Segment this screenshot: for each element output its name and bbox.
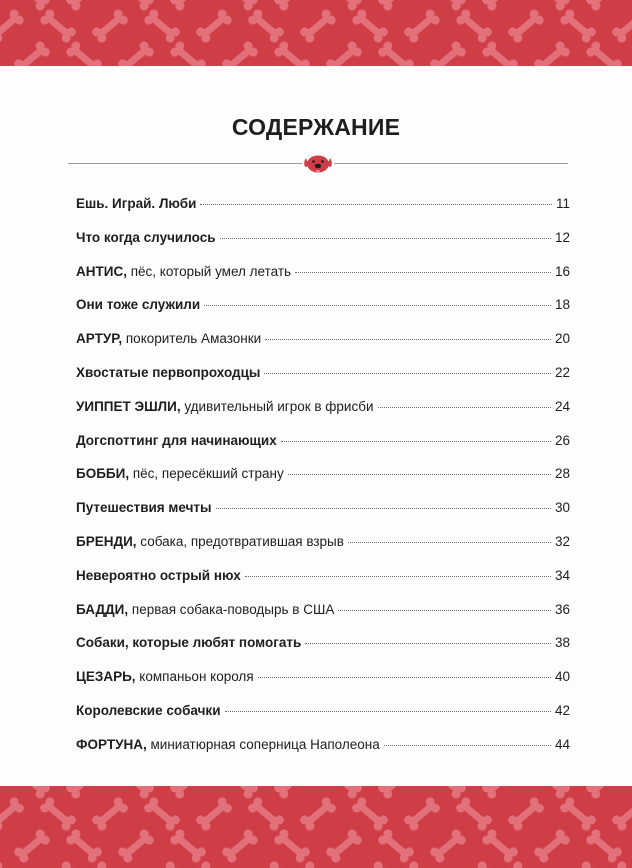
toc-page-number: 16 bbox=[554, 263, 570, 279]
toc-entry-title bbox=[76, 568, 241, 583]
bone-icon bbox=[168, 0, 207, 12]
toc-page-number: 44 bbox=[554, 736, 570, 752]
toc-entry-title bbox=[76, 365, 260, 380]
toc-entry-bold: Ешь. Играй. Люби bbox=[76, 196, 197, 211]
toc-entry-title bbox=[76, 331, 261, 346]
bone-icon bbox=[506, 796, 545, 833]
bone-icon bbox=[168, 828, 207, 865]
dot-leader bbox=[258, 677, 551, 678]
bone-icon bbox=[402, 8, 441, 45]
bone-icon bbox=[376, 40, 415, 66]
bone-icon bbox=[64, 786, 103, 800]
bone-icon bbox=[454, 860, 493, 868]
bone-icon bbox=[324, 40, 363, 66]
dog-head-icon bbox=[302, 154, 334, 176]
toc-page-number: 38 bbox=[554, 635, 570, 651]
bone-icon bbox=[558, 796, 597, 833]
bone-icon bbox=[350, 860, 389, 868]
bone-icon bbox=[272, 828, 311, 865]
toc-entry[interactable] bbox=[76, 365, 570, 399]
bone-icon bbox=[480, 40, 519, 66]
bone-icon bbox=[194, 796, 233, 833]
bone-icon bbox=[376, 0, 415, 12]
bone-icon bbox=[506, 860, 545, 868]
bone-icon bbox=[272, 0, 311, 12]
toc-entry-title bbox=[76, 433, 277, 448]
dot-leader bbox=[288, 474, 551, 475]
bone-icon bbox=[90, 860, 129, 868]
toc-entry-bold: БРЕНДИ, bbox=[76, 533, 137, 549]
toc-entry-title bbox=[76, 602, 334, 617]
toc-entry[interactable] bbox=[76, 264, 570, 298]
toc-entry-title bbox=[76, 264, 291, 279]
toc-page-number: 18 bbox=[554, 297, 570, 313]
toc-entry-title bbox=[76, 230, 216, 245]
bone-icon bbox=[12, 40, 51, 66]
toc-page-number: 12 bbox=[554, 229, 570, 245]
toc-page-number: 30 bbox=[554, 500, 570, 516]
toc-entry-title bbox=[76, 500, 212, 515]
toc-entry-bold: БОББИ, bbox=[76, 466, 130, 482]
toc-entry[interactable] bbox=[76, 399, 570, 433]
toc-entry[interactable] bbox=[76, 669, 570, 703]
dot-leader bbox=[245, 576, 551, 577]
toc-entry[interactable] bbox=[76, 737, 570, 771]
bone-icon bbox=[116, 40, 155, 66]
bone-icon bbox=[12, 0, 51, 12]
bone-icon bbox=[194, 860, 233, 868]
dot-leader bbox=[295, 272, 551, 273]
bone-icon bbox=[350, 796, 389, 833]
bone-icon bbox=[532, 828, 571, 865]
bone-icon bbox=[532, 40, 571, 66]
dot-leader bbox=[200, 204, 552, 205]
bone-icon bbox=[610, 796, 632, 833]
bone-icon bbox=[168, 40, 207, 66]
toc-page-number: 20 bbox=[554, 331, 570, 347]
toc-page-number: 22 bbox=[554, 364, 570, 380]
toc-entry-title bbox=[76, 466, 284, 481]
bone-icon bbox=[454, 8, 493, 45]
bone-icon bbox=[220, 786, 259, 800]
toc-entry-bold: Что когда случилось bbox=[76, 229, 216, 245]
toc-entry-bold: АРТУР, bbox=[76, 331, 123, 347]
bone-icon bbox=[506, 8, 545, 45]
toc-entry-subtitle: удивительный игрок в фрисби bbox=[180, 398, 374, 414]
bone-icon bbox=[38, 860, 77, 868]
toc-page-number: 26 bbox=[554, 432, 570, 448]
bone-icon bbox=[90, 8, 129, 45]
dot-leader bbox=[384, 745, 551, 746]
dot-leader bbox=[281, 441, 551, 442]
bone-icon bbox=[428, 786, 467, 800]
dot-leader bbox=[220, 238, 551, 239]
toc-entry-title bbox=[76, 297, 200, 312]
toc-entry-bold: Невероятно острый нюх bbox=[76, 567, 241, 583]
bone-icon bbox=[558, 8, 597, 45]
bone-icon bbox=[272, 40, 311, 66]
bone-icon bbox=[194, 8, 233, 45]
bone-icon bbox=[246, 796, 285, 833]
toc-page-number: 34 bbox=[554, 567, 570, 583]
bone-pattern-bottom bbox=[0, 786, 632, 868]
bone-icon bbox=[584, 0, 623, 12]
toc-entry-bold: Путешествия мечты bbox=[76, 500, 212, 516]
toc-entry[interactable] bbox=[76, 602, 570, 636]
bone-icon bbox=[298, 8, 337, 45]
toc-entry-subtitle: миниатюрная соперница Наполеона bbox=[146, 736, 380, 752]
bone-icon bbox=[428, 40, 467, 66]
toc-entry[interactable] bbox=[76, 568, 570, 602]
bone-icon bbox=[64, 828, 103, 865]
toc-entry[interactable] bbox=[76, 703, 570, 737]
toc-entry-subtitle: покоритель Амазонки bbox=[122, 331, 262, 347]
toc-entry-title bbox=[76, 703, 221, 718]
toc-entry-title bbox=[76, 669, 254, 684]
dot-leader bbox=[204, 305, 551, 306]
bone-icon bbox=[220, 40, 259, 66]
page-title: СОДЕРЖАНИЕ bbox=[231, 114, 401, 140]
toc-page-number: 40 bbox=[554, 669, 570, 685]
bone-icon bbox=[272, 786, 311, 800]
bone-icon bbox=[584, 828, 623, 865]
bone-icon bbox=[116, 828, 155, 865]
bone-icon bbox=[142, 8, 181, 45]
dot-leader bbox=[265, 339, 551, 340]
bone-icon bbox=[90, 796, 129, 833]
bone-pattern-top bbox=[0, 0, 632, 66]
toc-page-number: 32 bbox=[554, 533, 570, 549]
bone-icon bbox=[0, 8, 26, 45]
dot-leader bbox=[216, 508, 551, 509]
toc-entry-title bbox=[76, 534, 344, 549]
toc-entry-subtitle: пёс, пересёкший страну bbox=[129, 466, 284, 482]
bone-icon bbox=[454, 796, 493, 833]
bone-icon bbox=[246, 8, 285, 45]
toc-entry-bold: Собаки, которые любят помогать bbox=[76, 635, 302, 651]
bone-icon bbox=[480, 0, 519, 12]
bone-icon bbox=[558, 860, 597, 868]
bone-icon bbox=[38, 8, 77, 45]
toc-entry-title bbox=[76, 737, 380, 752]
toc-entry[interactable] bbox=[76, 466, 570, 500]
toc-entry-bold: Догспоттинг для начинающих bbox=[76, 432, 277, 448]
bone-icon bbox=[12, 828, 51, 865]
bone-icon bbox=[402, 796, 441, 833]
bone-icon bbox=[0, 796, 26, 833]
bone-icon bbox=[142, 860, 181, 868]
bone-icon bbox=[584, 786, 623, 800]
toc-page-number: 11 bbox=[555, 196, 570, 211]
bone-icon bbox=[220, 828, 259, 865]
toc-entry[interactable] bbox=[76, 635, 570, 669]
bone-icon bbox=[116, 786, 155, 800]
bone-icon bbox=[324, 786, 363, 800]
bone-icon bbox=[38, 796, 77, 833]
toc-entry-title bbox=[76, 635, 301, 650]
bone-icon bbox=[324, 0, 363, 12]
bone-icon bbox=[428, 0, 467, 12]
bone-icon bbox=[12, 786, 51, 800]
toc-entry-subtitle: первая собака-поводырь в США bbox=[128, 601, 335, 617]
toc-entry-subtitle: пёс, который умел летать bbox=[126, 263, 292, 279]
toc-entry-bold: Они тоже служили bbox=[76, 297, 201, 313]
bone-icon bbox=[324, 828, 363, 865]
footer-bone-pattern bbox=[0, 786, 632, 868]
bone-icon bbox=[220, 0, 259, 12]
bone-icon bbox=[610, 8, 632, 45]
toc-page bbox=[0, 66, 632, 786]
bone-icon bbox=[116, 0, 155, 12]
toc-page-number: 42 bbox=[554, 702, 570, 718]
toc-entry[interactable] bbox=[76, 230, 570, 264]
bone-icon bbox=[64, 40, 103, 66]
toc-entry-bold: Хвостатые первопроходцы bbox=[76, 364, 261, 380]
dot-leader bbox=[378, 407, 551, 408]
toc-entry-title bbox=[76, 399, 374, 414]
bone-icon bbox=[376, 828, 415, 865]
dot-leader bbox=[305, 643, 551, 644]
dot-leader bbox=[225, 711, 551, 712]
header-bone-pattern bbox=[0, 0, 632, 66]
bone-icon bbox=[298, 860, 337, 868]
bone-icon bbox=[480, 828, 519, 865]
table-of-contents bbox=[76, 196, 570, 771]
bone-icon bbox=[350, 8, 389, 45]
bone-icon bbox=[428, 828, 467, 865]
dot-leader bbox=[348, 542, 551, 543]
toc-entry-bold: АНТИС, bbox=[76, 263, 127, 279]
toc-page-number: 36 bbox=[554, 601, 570, 617]
bone-icon bbox=[64, 0, 103, 12]
dot-leader bbox=[264, 373, 551, 374]
bone-icon bbox=[480, 786, 519, 800]
toc-page-number: 28 bbox=[554, 466, 570, 482]
toc-entry[interactable] bbox=[76, 433, 570, 467]
bone-icon bbox=[142, 796, 181, 833]
bone-icon bbox=[532, 786, 571, 800]
dot-leader bbox=[338, 610, 551, 611]
toc-entry-title bbox=[76, 196, 196, 211]
toc-entry[interactable] bbox=[76, 331, 570, 365]
toc-entry[interactable] bbox=[76, 500, 570, 534]
toc-entry[interactable] bbox=[76, 196, 570, 230]
toc-entry-bold: УИППЕТ ЭШЛИ, bbox=[76, 398, 181, 414]
title-divider bbox=[68, 154, 568, 178]
toc-entry-bold: БАДДИ, bbox=[76, 601, 129, 617]
toc-page-number: 24 bbox=[554, 398, 570, 414]
toc-entry-bold: Королевские собачки bbox=[76, 702, 221, 718]
toc-entry[interactable] bbox=[76, 297, 570, 331]
toc-entry-bold: ФОРТУНА, bbox=[76, 736, 147, 752]
toc-entry-subtitle: компаньон короля bbox=[135, 669, 254, 685]
bone-icon bbox=[402, 860, 441, 868]
bone-icon bbox=[532, 0, 571, 12]
bone-icon bbox=[168, 786, 207, 800]
toc-entry[interactable] bbox=[76, 534, 570, 568]
bone-icon bbox=[376, 786, 415, 800]
bone-icon bbox=[246, 860, 285, 868]
toc-entry-subtitle: собака, предотвратившая взрыв bbox=[136, 533, 344, 549]
toc-entry-bold: ЦЕЗАРЬ, bbox=[76, 669, 136, 685]
bone-icon bbox=[298, 796, 337, 833]
bone-icon bbox=[584, 40, 623, 66]
